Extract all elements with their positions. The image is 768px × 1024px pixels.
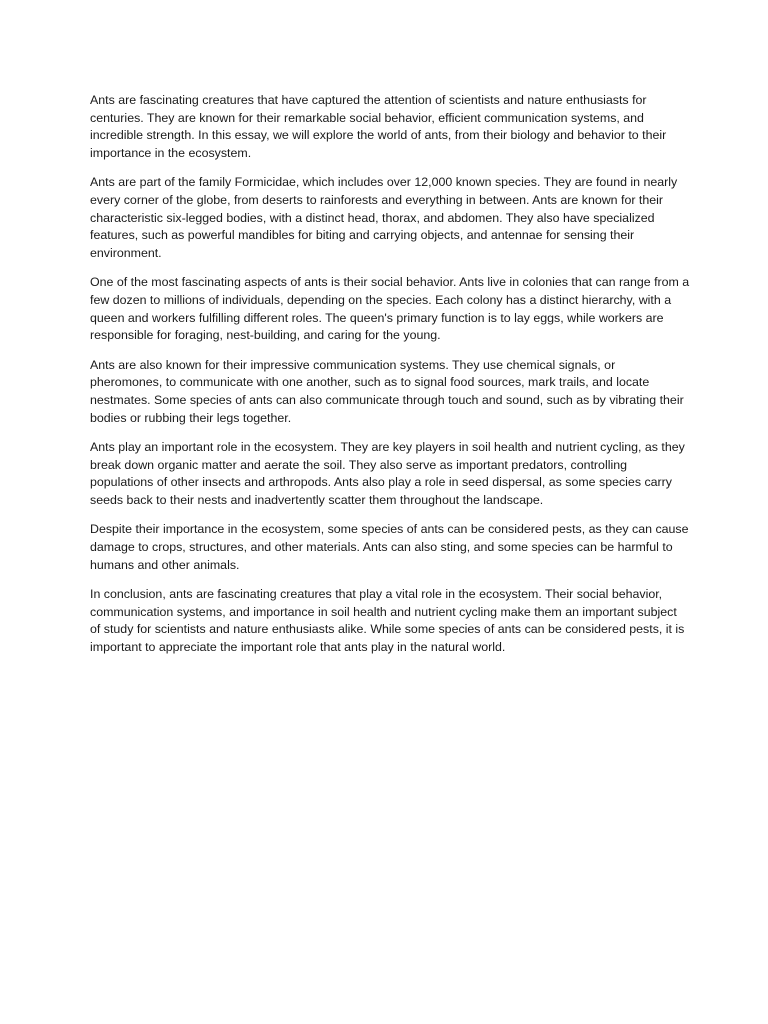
paragraph-introduction: Ants are fascinating creatures that have captured the attention of scientists and nature enthusiasts for centuries. They are known for their remarkable social behavior, efficient communication systems, and incredible strength. In this essay, we will explore the world of ants, from their biology and behavior to their importance in the ecosystem. [90,93,667,160]
paragraph-social-behavior: One of the most fascinating aspects of ants is their social behavior. Ants live in colonies that can range from a few dozen to millions of individuals, depending on the species. Each colony has a distinct hierarchy, with a queen and workers fulfilling different roles. The queen's primary function is to lay eggs, while workers are responsible for foraging, nest-building, and caring for the young. [90,275,690,343]
essay-body [90,92,690,669]
paragraph-communication: Ants are also known for their impressive communication systems. They use chemical signals, or pheromones, to communicate with one another, such as to signal food sources, mark trails, and locate nestmates. Some species of ants can also communicate through touch and sound, such as by vibrating their bodies or rubbing their legs together. [90,357,684,425]
paragraph-pests: Despite their importance in the ecosystem, some species of ants can be considered pests, as they can cause damage to crops, structures, and other materials. Ants can also sting, and some species can be harmful to humans and other animals. [90,522,689,572]
paragraph-ecosystem-role: Ants play an important role in the ecosystem. They are key players in soil health and nutrient cycling, as they break down organic matter and aerate the soil. They also serve as important predators, controlling populations of other insects and arthropods. Ants also play a role in seed dispersal, as some species carry seeds back to their nests and inadvertently scatter them throughout the landscape. [90,440,685,507]
paragraph-biology: Ants are part of the family Formicidae, which includes over 12,000 known species. They are found in nearly every corner of the globe, from deserts to rainforests and everything in between. Ants are known for their characteristic six-legged bodies, with a distinct head, thorax, and abdomen. They also have specialized features, such as powerful mandibles for biting and carrying objects, and antennae for sensing their environment. [90,175,678,260]
paragraph-conclusion: In conclusion, ants are fascinating creatures that play a vital role in the ecosystem. Their social behavior, communication systems, and importance in soil health and nutrient cycling make them an important subject of study for scientists and nature enthusiasts alike. While some species of ants can be considered pests, it is important to appreciate the important role that ants play in the natural world. [90,587,685,655]
